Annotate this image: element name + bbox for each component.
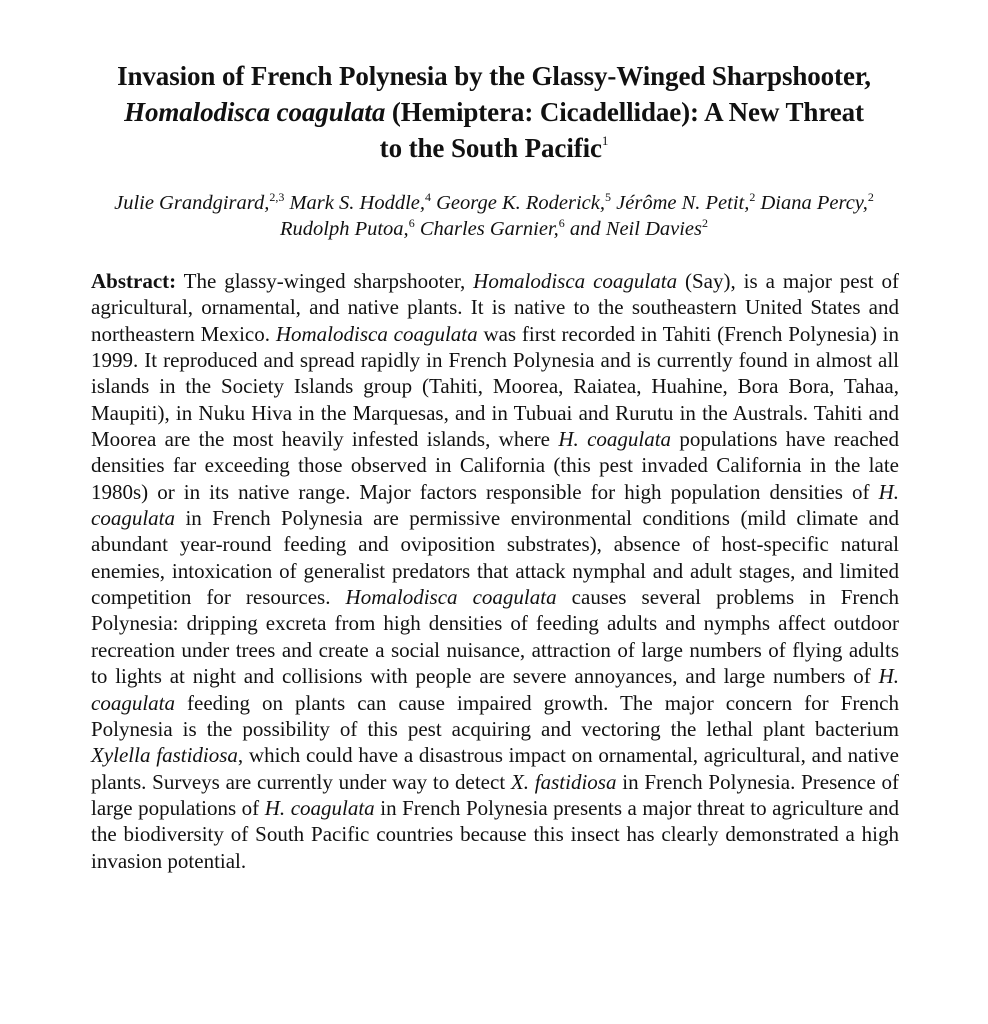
abstract-italic-term: H. coagulata [264, 795, 375, 820]
title-species-name: Homalodisca coagulata [124, 97, 386, 127]
abstract-italic-term: Xylella fastidiosa [91, 743, 238, 768]
author-affiliation: 2 [702, 216, 708, 230]
abstract-label: Abstract: [91, 269, 177, 293]
author-affiliation: 2,3 [269, 190, 285, 204]
author-affiliation: 4 [425, 190, 431, 204]
abstract-italic-term: Homalodisca coagulata [275, 321, 478, 346]
abstract-text: The glassy-winged sharpshooter, [176, 269, 474, 293]
abstract-text: in French Polynesia. Presence of large populations of [91, 769, 899, 820]
author-affiliation: 6 [408, 216, 415, 230]
author-name: Julie Grandgirard, [114, 192, 270, 214]
author-name: George K. Roderick, [431, 192, 606, 214]
title-line-1: Invasion of French Polynesia by the Glassy-Winged Sharpshooter, [117, 61, 871, 91]
abstract-text: in French Polynesia are permissive environmental conditions (mild climate and abundant year-round feeding and oviposition substrates), absence of host-specific natural enemies, intoxication of generalist predators that attack nymphal and adult stages, and limited competition for resources. [91, 506, 899, 610]
author-name: Rudolph Putoa, [280, 218, 409, 240]
author-affiliation: 6 [558, 216, 565, 230]
author-list [20, 190, 968, 242]
title-line-2: (Hemiptera: Cicadellidae): A New Threat [385, 97, 864, 127]
abstract-italic-term: Homalodisca coagulata [473, 269, 678, 293]
abstract-text: feeding on plants can cause impaired growth. The major concern for French Polynesia is the possibility of this pest acquiring and vectoring the lethal plant bacterium [91, 690, 899, 741]
abstract-text: causes several problems in French Polynesia: dripping excreta from high densities of feeding adults and nymphs affect outdoor recreation under trees and create a social nuisance, attraction of large numbers of flying adults to lights at night and collisions with people are severe annoyances, and large numbers of [91, 585, 900, 689]
title-line-3: to the South Pacific [379, 133, 602, 163]
abstract-italic-term: H. coagulata [558, 427, 672, 452]
abstract-text: populations have reached densities far exceeding those observed in California (this pest invaded California in the late 1980s) or in its native range. Major factors responsible for high population densities of [91, 427, 899, 504]
author-affiliation: 2 [867, 190, 874, 204]
author-affiliation: 5 [605, 190, 612, 204]
abstract-text: was first recorded in Tahiti (French Polynesia) in 1999. It reproduced and spread rapidly in French Polynesia and is currently found in almost all islands in the Society Islands group (Tahiti, Moorea, Raiatea, Huahine, Bora Bora, Tahaa, Maupiti), in Nuku Hiva in the Marquesas, and in Tubuai and Rurutu in the Australs. Tahiti and Moorea are the most heavily infested islands, where [91, 321, 899, 452]
abstract-text: , which could have a disastrous impact on ornamental, agricultural, and native plants. Surveys are currently under way to detect [91, 743, 899, 794]
abstract-text: in French Polynesia presents a major threat to agriculture and the biodiversity of South Pacific countries because this insect has clearly demonstrated a high invasion potential. [91, 795, 899, 873]
abstract-italic-term: X. fastidiosa [510, 769, 617, 794]
author-name: and Neil Davies [564, 218, 702, 240]
abstract-italic-term: Homalodisca coagulata [345, 585, 557, 610]
author-name: Mark S. Hoddle, [284, 192, 425, 214]
author-name: Diana Percy, [755, 192, 868, 214]
abstract-paragraph [91, 268, 899, 874]
author-affiliation: 2 [749, 190, 756, 204]
author-name: Charles Garnier, [414, 218, 559, 240]
title-footnote-marker: 1 [601, 133, 609, 148]
author-name: Jérôme N. Petit, [611, 192, 750, 214]
article-title [40, 58, 948, 166]
abstract-italic-term: H. coagulata [91, 479, 899, 531]
abstract-text: (Say), is a major pest of agricultural, ornamental, and native plants. It is native to the southeastern United States and northeastern Mexico. [91, 269, 900, 346]
abstract-italic-term: H. coagulata [91, 664, 899, 715]
